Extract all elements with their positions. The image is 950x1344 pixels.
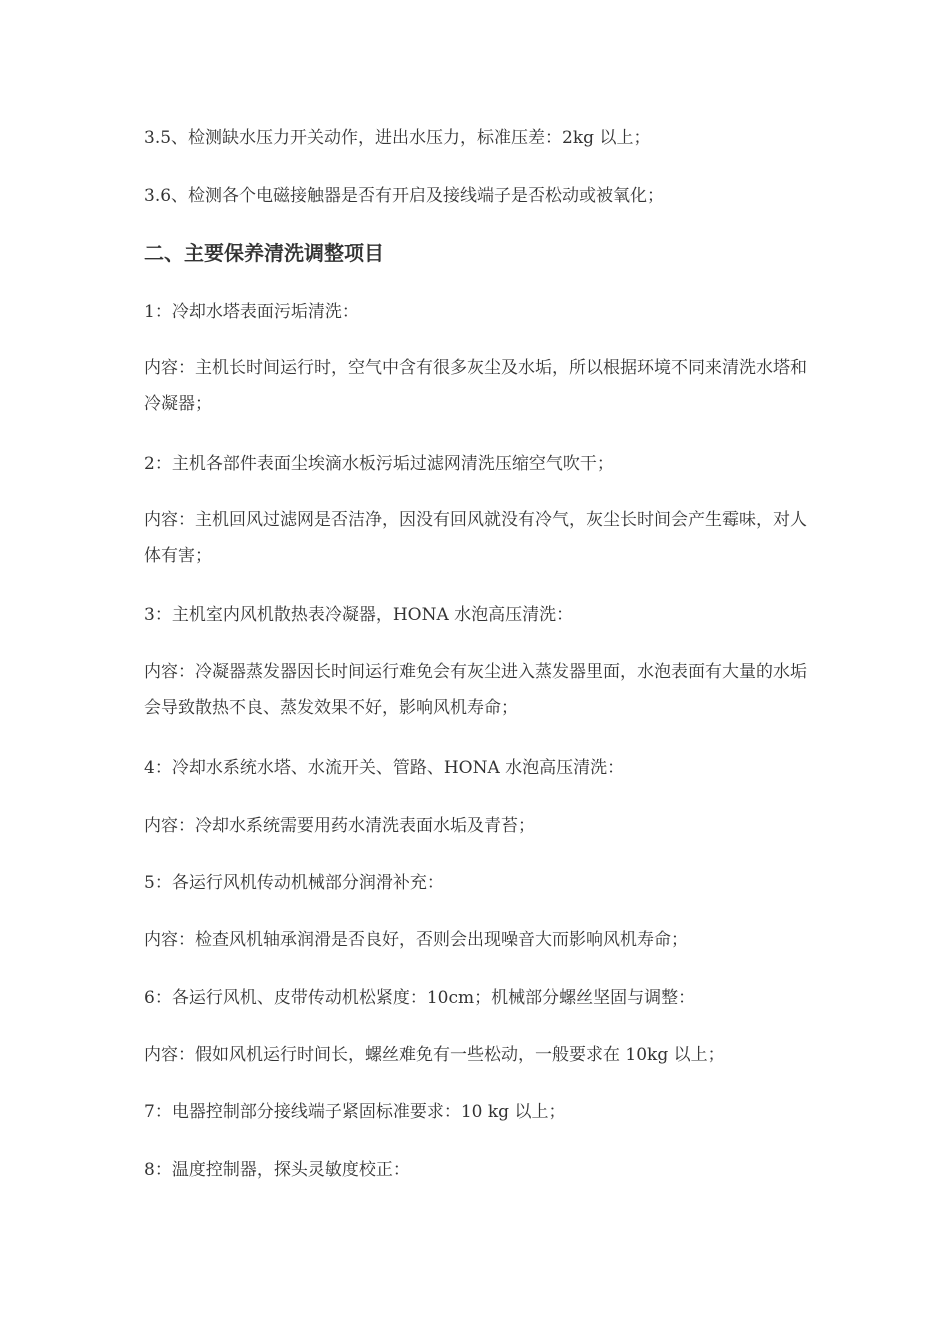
item-3-5-pressure-switch: 3.5、检测缺水压力开关动作，进出水压力，标准压差：2kg 以上； xyxy=(144,128,651,148)
item-1-title: 1：冷却水塔表面污垢清洗： xyxy=(144,302,359,322)
item-6-title: 6：各运行风机、皮带传动机松紧度：10cm；机械部分螺丝坚固与调整： xyxy=(144,988,696,1008)
section-heading: 二、主要保养清洗调整项目 xyxy=(144,241,384,265)
item-2-content: 内容：主机回风过滤网是否洁净，因没有回风就没有冷气，灰尘长时间会产生霉味，对人体有害； xyxy=(144,510,807,566)
item-7-title: 7：电器控制部分接线端子紧固标准要求：10 kg 以上； xyxy=(144,1102,566,1122)
item-2-title: 2：主机各部件表面尘埃滴水板污垢过滤网清洗压缩空气吹干； xyxy=(144,454,614,474)
item-4-content: 内容：冷却水系统需要用药水清洗表面水垢及青苔； xyxy=(144,816,535,836)
item-5-title: 5：各运行风机传动机械部分润滑补充： xyxy=(144,873,444,893)
item-6-content: 内容：假如风机运行时间长，螺丝难免有一些松动，一般要求在 10kg 以上； xyxy=(144,1045,725,1065)
item-8-title: 8：温度控制器，探头灵敏度校正： xyxy=(144,1160,410,1180)
item-3-title: 3：主机室内风机散热表冷凝器，HONA 水泡高压清洗： xyxy=(144,605,574,625)
item-3-content: 内容：冷凝器蒸发器因长时间运行难免会有灰尘进入蒸发器里面，水泡表面有大量的水垢会导致散热不良、蒸发效果不好，影响风机寿命； xyxy=(144,662,807,718)
item-4-title: 4：冷却水系统水塔、水流开关、管路、HONA 水泡高压清洗： xyxy=(144,758,625,778)
item-5-content: 内容：检查风机轴承润滑是否良好，否则会出现噪音大而影响风机寿命； xyxy=(144,930,688,950)
item-1-content: 内容：主机长时间运行时，空气中含有很多灰尘及水垢，所以根据环境不同来清洗水塔和冷凝器； xyxy=(144,358,807,414)
item-3-6-contactor-check: 3.6、检测各个电磁接触器是否有开启及接线端子是否松动或被氧化； xyxy=(144,186,665,206)
